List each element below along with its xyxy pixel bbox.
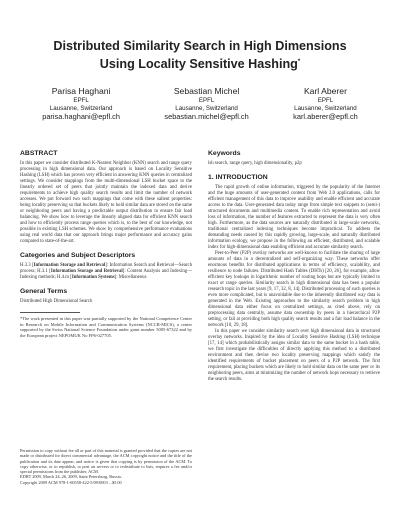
right-column (208, 150, 380, 390)
categories-text-part: ]: Content Analysis and Indexing—Indexing methods; H.4.m [ (20, 269, 192, 280)
title-footnote-mark: * (297, 59, 301, 65)
categories-text-part: ]: Miscellaneous (114, 275, 147, 280)
introduction-section (208, 174, 380, 383)
categories-text-part: ]: Information Search and Retrieval—Search process; H.3.1 [ (20, 263, 192, 274)
title-line-2-text: Using Locality Sensitive Hashing (99, 57, 298, 72)
categories-bold-term: Information Systems (71, 275, 115, 280)
author-location: Lausanne, Switzerland (49, 104, 113, 112)
author-name: Parisa Haghani (51, 86, 111, 96)
copyright-isbn: Copyright 2009 ACM 978-1-60558-422-5/09/0003 ...$5.00 (20, 479, 122, 485)
author-2 (164, 86, 248, 121)
categories-bold-term: Information Storage and Retrieval (33, 263, 106, 268)
title-line-2 (20, 54, 380, 72)
author-affiliation: EPFL (198, 97, 215, 104)
introduction-paragraph-1: The rapid growth of online information, triggered by the popularity of the Internet and the huge amounts of user-generated content from Web 2.0 applications, calls for efficient management of this data to improve usability and enable efficient and accurate access to the data. User-generated data today range from simple text snippets to (semi-) structured documents and multimedia content. To enable rich representation and avoid loss of information, the number of features extracted to represent the data is very often high. Furthermore, as the data sources are naturally distributed in large-scale networks, traditional centralized indexing techniques become impractical. To address the demanding needs caused by this rapidly growing, large-scale, and naturally distributed information ecology, we propose in the following an efficient, distributed, and scalable index for high-dimensional data enabling efficient and accurate similarity search. (208, 185, 380, 250)
general-terms-heading: General Terms (20, 288, 68, 295)
author-affiliation: EPFL (73, 97, 89, 104)
author-email: sebastian.michel@epfl.ch (164, 112, 249, 121)
introduction-paragraph-2: Peer-to-Peer (P2P) overlay networks are well-known to facilitate the sharing of large amounts of data in a decentralized and self-organizing way. These networks offer enormous benefits for distributed applications in terms of efficiency, scalability, and resilience to node failures. Distributed Hash Tables (DHTs) [20, 26], for example, allow efficient key lookups in logarithmic number of routing hops but are typically limited to exact or range queries. Similarity search in high dimensional data has been a popular research topic in the last years [9, 17, 32, 8, 14]. Distributed processing of such queries is even more complicated, but is unavoidable due to the inherently distributed way data is generated in the Web. Existing approaches to the similarity search problem in high dimensional data either focus on centralized settings, as cited above, rely on preprocessing data centrally, assume data ownership by peers in a hierarchical P2P setting, or fail at providing both high quality search results and a fair load balance in the network [10, 29, 18]. (208, 251, 380, 328)
keywords-heading: Keywords (208, 150, 241, 157)
categories-text (20, 263, 192, 281)
author-affiliation: EPFL (317, 97, 334, 104)
keywords-text: lsh search, range query, high dimensionality, p2p (208, 161, 302, 166)
introduction-heading: 1. INTRODUCTION (208, 174, 268, 181)
author-name: Karl Aberer (303, 86, 347, 96)
copyright-venue: EDBT 2009, March 24–26, 2009, Saint Petersburg, Russia. (20, 474, 122, 480)
categories-text-part: H.3.3 [ (20, 263, 34, 268)
author-name: Sebastian Michel (173, 86, 240, 96)
abstract-section (20, 150, 192, 245)
introduction-paragraph-3: In this paper we consider similarity search over high dimensional data in structured overlay networks. Inspired by the idea of Locality Sensitive Hashing (LSH) technique [17, 14] which probabilistically assigns similar data to the same bucket in a hash table, we first investigate the difficulties of directly applying this method to a distributed environment and then devise two locality preserving mappings which satisfy the identified requirements of bucket placement on peers of a P2P network. The first requirement, placing buckets which are likely to hold similar data on the same peer or its neighboring peers, aims at minimizing the number of network hops necessary to retrieve the search results. (208, 329, 380, 382)
title-line-1: Distributed Similarity Search in High Dimensions (53, 39, 347, 53)
footnote-rule (20, 312, 80, 313)
categories-heading: Categories and Subject Descriptors (20, 252, 136, 259)
author-3 (293, 86, 358, 121)
author-block (20, 86, 380, 121)
abstract-heading: ABSTRACT (20, 150, 58, 157)
author-location: Lausanne, Switzerland (294, 104, 357, 112)
copyright-text: Permission to copy without fee all or part of this material is granted provided that the copies are not made or distributed for direct commercial advantage, the ACM copyright notice and the title of the publication and its date appear, and notice is given that copying is by permission of the ACM. To copy otherwise, or to republish, to post on servers or to redistribute to lists, requires a fee and/or special permissions from the publisher, ACM. (20, 448, 192, 475)
paper-title (20, 38, 380, 72)
footnote (20, 312, 192, 338)
copyright-block (20, 448, 192, 485)
abstract-text: In this paper we consider distributed K-Nearest Neighbor (KNN) search and range query processing in high dimensional data. Our approach is based on Locality Sensitive Hashing (LSH) which has proven very efficient in answering KNN queries in centralized settings. We consider mappings from the multi-dimensional LSH bucket space to the linearly ordered set of peers that jointly maintain the indexed data and derive requirements to achieve high quality search results and limit the number of network accesses. We put forward two such mappings that come with these salient properties: being locality preserving so that buckets likely to hold similar data are stored on the same or neighboring peers and having a predictable output distribution to ensure fair load balancing. We show how to leverage the linearly aligned data for efficient KNN search and how to efficiently process range queries which is, to the best of our knowledge, not possible in existing LSH schemes. We show by comprehensive performance evaluations using real world data that our approach brings major performance and accuracy gains compared to state-of-the-art. (20, 161, 192, 244)
keywords-section (208, 150, 380, 167)
author-email: karl.aberer@epfl.ch (293, 112, 358, 121)
categories-bold-term: Information Storage and Retrieval (50, 269, 123, 274)
author-location: Lausanne, Switzerland (175, 104, 238, 112)
categories-section (20, 252, 192, 281)
left-column (20, 150, 192, 338)
footnote-text: *The work presented in this paper was partially supported by the National Competence Center in Research on Mobile Information and Communication Systems (NCCR-MICS), a center supported by the Swiss National Science Foundation under grant number 5005-67322 and by the European project NEPOMUK No FP6-027705. (20, 316, 192, 338)
author-1 (42, 86, 120, 121)
general-terms-text: Distributed High Dimensional Search (20, 299, 93, 304)
general-terms-section (20, 288, 192, 305)
author-email: parisa.haghani@epfl.ch (42, 112, 120, 121)
